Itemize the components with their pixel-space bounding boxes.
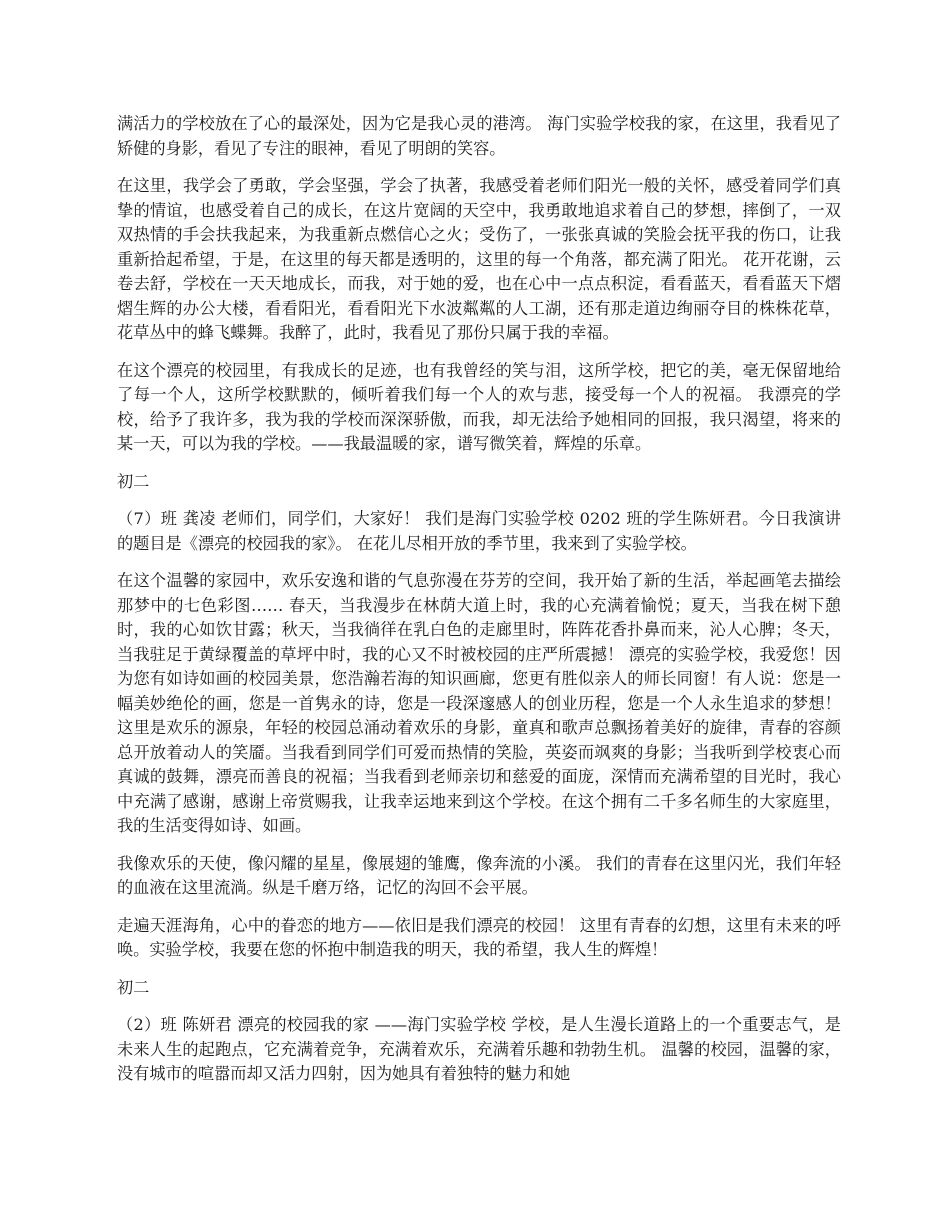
paragraph-3: 在这个漂亮的校园里，有我成长的足迹，也有我曾经的笑与泪，这所学校，把它的美，毫无保留地给了每一个人，这所学校默默的，倾听着我们每一个人的欢与悲，接受每一个人的祝福。 我漂亮的学校，给予了我许多，我为我的学校而深深骄傲，而我，却无法给予她相同的回报，我只渴望，将来的某一天，可以为我的学校。——我最温暖的家，谱写微笑着，辉煌的乐章。 bbox=[117, 360, 841, 453]
paragraph-2: 在这里，我学会了勇敢，学会坚强，学会了执著，我感受着老师们阳光一般的关怀，感受着同学们真挚的情谊，也感受着自己的成长，在这片宽阔的天空中，我勇敢地追求着自己的梦想，摔倒了，一双双热情的手会扶我起来，为我重新点燃信心之火；受伤了，一张张真诚的笑脸会抚平我的伤口，让我重新拾起希望，于是，在这里的每天都是透明的，这里的每一个角落，都充满了阳光。 花开花谢，云卷去舒，学校在一天天地成长，而我，对于她的爱，也在心中一点点积淀，看看蓝天，看看蓝天下熠熠生辉的办公大楼，看看阳光，看看阳光下水波粼粼的人工湖，还有那走道边绚丽夺目的株株花草，花草丛中的蜂飞蝶舞。我醉了，此时，我看见了那份只属于我的幸福。 bbox=[117, 176, 841, 342]
paragraph-6: 我像欢乐的天使，像闪耀的星星，像展翅的雏鹰，像奔流的小溪。 我们的青春在这里闪光，我们年轻的血液在这里流淌。纵是千磨万络，记忆的沟回不会平展。 bbox=[117, 853, 841, 897]
grade-heading-1: 初二 bbox=[117, 471, 150, 491]
document-body bbox=[117, 112, 841, 1087]
paragraph-8: （2）班 陈妍君 漂亮的校园我的家 ——海门实验学校 学校，是人生漫长道路上的一个重要志气，是未来人生的起跑点，它充满着竞争，充满着欢乐，充满着乐趣和勃勃生机。 温馨的校园，温馨的家，没有城市的喧嚣而却又活力四射，因为她具有着独特的魅力和她 bbox=[117, 1015, 841, 1083]
paragraph-5: 在这个温馨的家园中，欢乐安逸和谐的气息弥漫在芬芳的空间，我开始了新的生活，举起画笔去描绘那梦中的七色彩图…… 春天，当我漫步在林荫大道上时，我的心充满着愉悦；夏天，当我在树下憩时，我的心如饮甘露；秋天，当我徜徉在乳白色的走廊里时，阵阵花香扑鼻而来，沁人心脾；冬天，当我驻足于黄绿覆盖的草坪中时，我的心又不时被校园的庄严所震撼！ 漂亮的实验学校，我爱您！因为您有如诗如画的校园美景，您浩瀚若海的知识画廊，您更有胜似亲人的师长同窗！有人说：您是一幅美妙绝伦的画，您是一首隽永的诗，您是一段深邃感人的创业历程，您是一个人永生追求的梦想！ 这里是欢乐的源泉，年轻的校园总涌动着欢乐的身影，童真和歌声总飘扬着美好的旋律，青春的容颜总开放着动人的笑靥。当我看到同学们可爱而热情的笑脸，英姿而飒爽的身影；当我听到学校衷心而真诚的鼓舞，漂亮而善良的祝福；当我看到老师亲切和慈爱的面庞，深情而充满希望的目光时，我心中充满了感谢，感谢上帝赏赐我，让我幸运地来到这个学校。在这个拥有二千多名师生的大家庭里，我的生活变得如诗、如画。 bbox=[117, 571, 841, 835]
paragraph-7: 走遍天涯海角，心中的眷恋的地方——依旧是我们漂亮的校园！ 这里有青春的幻想，这里有未来的呼唤。实验学校，我要在您的怀抱中制造我的明天，我的希望，我人生的辉煌！ bbox=[117, 915, 841, 959]
paragraph-1: 满活力的学校放在了心的最深处，因为它是我心灵的港湾。 海门实验学校我的家，在这里，我看见了矫健的身影，看见了专注的眼神，看见了明朗的笑容。 bbox=[117, 114, 841, 158]
grade-heading-2: 初二 bbox=[117, 977, 150, 997]
paragraph-4: （7）班 龚凌 老师们，同学们，大家好！ 我们是海门实验学校 0202 班的学生陈妍君。今日我演讲的题目是《漂亮的校园我的家》。 在花儿尽相开放的季节里，我来到了实验学校。 bbox=[117, 509, 841, 553]
